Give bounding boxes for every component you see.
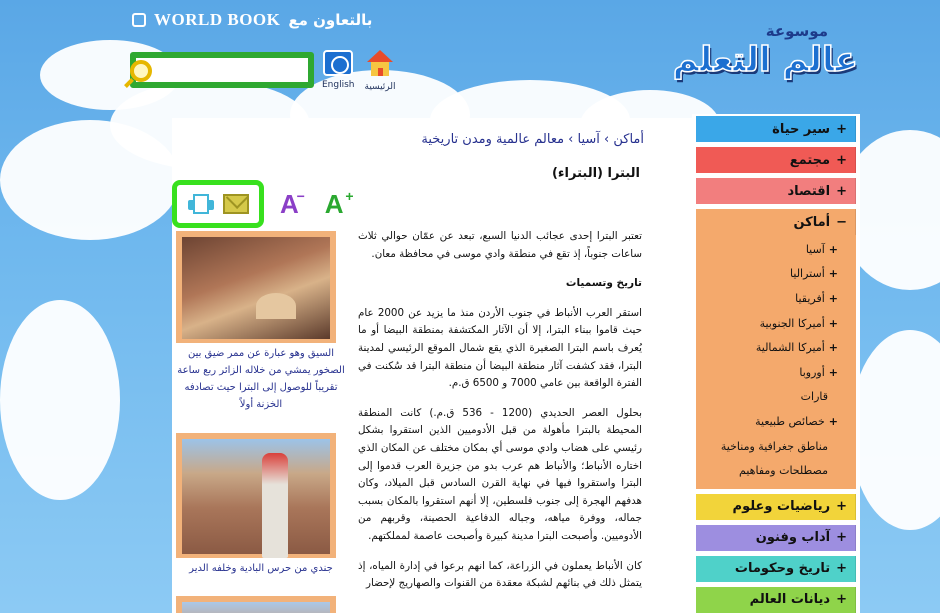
- page-title: البترا (البتراء): [551, 166, 640, 181]
- worldbook-partner-text: بالتعاون مع: [288, 11, 373, 29]
- site-logo-small: موسوعة: [765, 22, 828, 40]
- home-link-label: الرئيسية: [364, 82, 396, 92]
- search-icon[interactable]: [130, 60, 152, 82]
- english-link[interactable]: [322, 50, 355, 92]
- worldbook-name: WORLD BOOK: [154, 10, 281, 29]
- content-panel: [172, 118, 692, 613]
- figure-3[interactable]: [176, 596, 336, 613]
- search-box: [130, 52, 314, 88]
- breadcrumb[interactable]: أماكن › آسيا › معالم عالمية ومدن تاريخية: [421, 132, 644, 147]
- sidebar-item-world-religions[interactable]: + ديانات العالم: [696, 587, 856, 613]
- figure-caption: السيق وهو عبارة عن ممر ضيق بين الصخور يمشي من خلاله الزائر ربع ساعة تقريباً للوصول إلى البترا حيث تصادفه الخزنة أولاً: [177, 348, 345, 410]
- top-links: [322, 50, 396, 92]
- sidebar-subitem-natural-features[interactable]: + خصائص طبيعية: [755, 414, 838, 428]
- sidebar-item-math-science[interactable]: + رياضيات وعلوم: [696, 494, 856, 520]
- worldbook-banner: [132, 10, 372, 30]
- cloud: [850, 330, 940, 530]
- sidebar: [692, 114, 860, 613]
- figure-caption: جندي من حرس البادية وخلفه الدير: [189, 563, 333, 574]
- article-intro: تعتبر البترا إحدى عجائب الدنيا السبع، تبعد عن عمّان حوالي ثلاث ساعات جنوباً، إذ تقع في منطقة وادي موسى في محافظة معان.: [358, 230, 642, 260]
- cloud: [0, 300, 120, 500]
- sidebar-item-society[interactable]: + مجتمع: [696, 147, 856, 173]
- print-icon[interactable]: [188, 194, 214, 214]
- sidebar-subitem-europe[interactable]: + أوروبا: [799, 365, 838, 379]
- sidebar-item-biographies[interactable]: + سير حياة: [696, 116, 856, 142]
- site-logo-title: عالم التعلم: [672, 40, 858, 80]
- email-icon[interactable]: [223, 194, 249, 214]
- sidebar-item-literature-arts[interactable]: + آداب وفنون: [696, 525, 856, 551]
- site-logo[interactable]: [673, 22, 858, 80]
- english-link-label: English: [322, 80, 355, 90]
- sidebar-item-economy[interactable]: + اقتصاد: [696, 178, 856, 204]
- sidebar-item-places[interactable]: − أماكن: [696, 209, 856, 235]
- article-tools: [172, 180, 354, 228]
- sidebar-item-history-governments[interactable]: + تاريخ وحكومات: [696, 556, 856, 582]
- figure-siq[interactable]: [176, 231, 336, 343]
- article-body: [358, 228, 642, 605]
- search-input[interactable]: [162, 58, 310, 82]
- sidebar-subitem-north-america[interactable]: + أميركا الشمالية: [755, 341, 838, 355]
- increase-font-button[interactable]: A +: [324, 188, 354, 219]
- worldbook-logo-icon: [132, 13, 146, 27]
- sidebar-subitem-climate-regions[interactable]: مناطق جغرافية ومناخية: [720, 439, 828, 453]
- section-heading: تاريخ وتسميات: [565, 277, 642, 290]
- sidebar-subitem-terms[interactable]: مصطلحات ومفاهيم: [739, 464, 828, 478]
- sidebar-subitem-asia[interactable]: + آسيا: [805, 242, 838, 256]
- figure-guard[interactable]: [176, 433, 336, 558]
- share-tools: [172, 180, 264, 228]
- article-paragraph: كان الأنباط يعملون في الزراعة، كما انهم برعوا في إدارة المياه، إذ يتمثل ذلك في بنائهم لشبكة معقدة من القنوات والصهاريج لإحضار: [358, 559, 642, 590]
- cloud: [0, 120, 180, 240]
- sidebar-subitem-africa[interactable]: + أفريقيا: [795, 291, 838, 305]
- places-submenu: [696, 235, 856, 489]
- article-paragraph: بحلول العصر الحديدي (1200 - 536 ق.م.) كانت المنطقة المحيطة بالبترا مأهولة من قبل الأدوميين الذين استقروا بشكل رئيسي على هضاب وادي موسى أي بمكان مختلف عن المكان الذي اختاره الأنباط؛ والأنباط هم عرب بدو من جزيرة العرب قدموا إلى البترا واستقروا فيها في نهاية القرن السادس قبل الميلاد، وكان هدفهم الهجرة إلى جنوب فلسطين، إلا أنهم استقروا بالمكان بسبب جماله، ووفرة مياهه، وجباله الدفاعية الحصينة، وقربهم من الأدوميين. وأصبحت البترا مدينة كبيرة وأصبحت عاصمة لمملكتهم.: [358, 406, 643, 542]
- sidebar-subitem-continents[interactable]: قارات: [800, 390, 828, 404]
- decrease-font-button[interactable]: A −: [280, 188, 305, 219]
- sidebar-subitem-australia[interactable]: + أستراليا: [790, 267, 838, 281]
- globe-icon: [323, 50, 353, 76]
- figure-3-photo: [182, 602, 330, 613]
- sidebar-subitem-south-america[interactable]: + أميركا الجنوبية: [759, 316, 838, 330]
- home-icon: [367, 50, 393, 78]
- guard-photo: [182, 439, 330, 554]
- siq-photo: [182, 237, 330, 339]
- home-link[interactable]: [365, 50, 396, 92]
- article-paragraph: استقر العرب الأنباط في جنوب الأردن منذ ما يزيد عن 2000 عام حيث قاموا ببناء البترا، إلا أن الآثار المكتشفة بمنطقة البيضا أو ما يُعرف باسم البترا الصغيرة الذي يقع شمال الموقع الرئيسي لمدينة البترا، فقد كشفت آثار منطقة البيضا أن منطقة البترا قد سُكنت في الفترة الواقعة بين عامي 7000 و 6500 ق.م.: [358, 306, 642, 390]
